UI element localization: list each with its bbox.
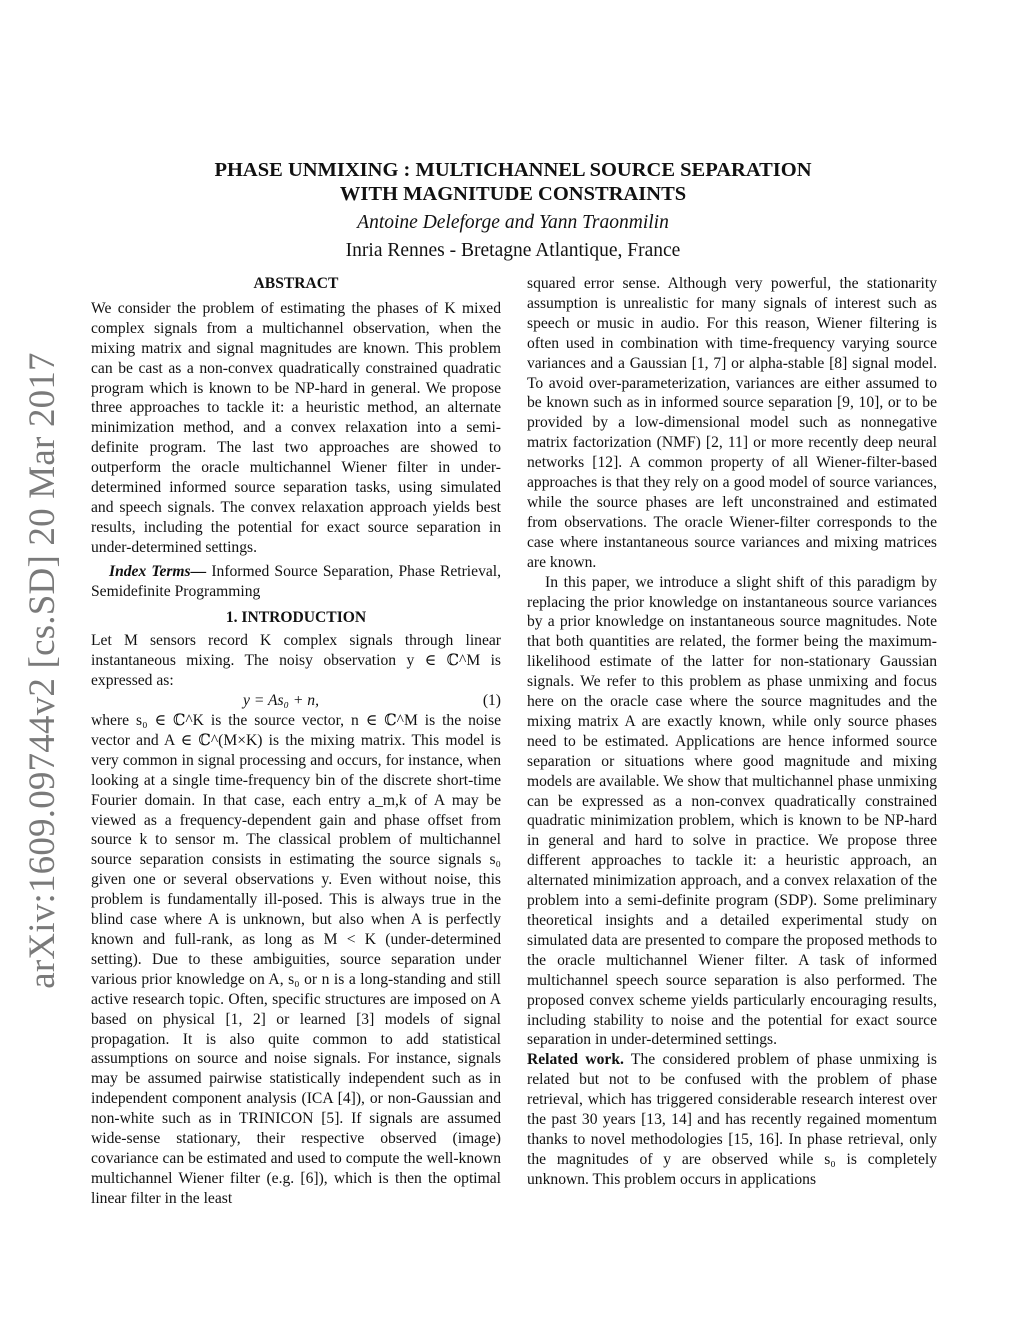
title-line-2: WITH MAGNITUDE CONSTRAINTS xyxy=(339,183,687,205)
arxiv-identifier xyxy=(22,350,62,990)
index-terms xyxy=(91,562,501,602)
right-column xyxy=(527,274,937,1190)
index-terms-label: Index Terms— xyxy=(109,562,207,580)
intro-paragraph-1: Let M sensors record K complex signals through linear instantaneous mixing. The noisy observation y ∈ ℂ^M is expressed as: xyxy=(91,632,501,690)
equation-1-body: y = As₀ + n, xyxy=(243,692,319,710)
abstract-text: We consider the problem of estimating the phases of K mixed complex signals from a multichannel observation, when the mixing matrix and signal magnitudes are known. This problem can be cast as a non-convex quadratically constrained quadratic program which is known to be NP-hard in general. We propose three approaches to tackle it: a heuristic method, an alternate minimization method, and a convex relaxation into a semi-definite program. The last two approaches are showed to outperform the oracle multichannel Wiener filter in under-determined informed source separation tasks, using simulated and speech signals. The convex relaxation approach yields best results, including the potential for exact source separation in under-determined settings. xyxy=(91,299,501,556)
index-terms-text: Informed Source Separation, Phase Retrieval, Semidefinite Programming xyxy=(91,562,502,600)
right-paragraph-2: In this paper, we introduce a slight shift of this paradigm by replacing the prior knowledge on instantaneous source variances by a prior knowledge on instantaneous source magnitudes. Note that both quantities are related, the former being the maximum-likelihood estimate of the latter for non-stationary Gaussian signals. We refer to this problem as phase unmixing and focus here on the oracle case where the source magnitudes and the mixing matrix A are exactly known, while only source phases need to be estimated. Applications are hence informed source separation or situations where good magnitude and mixing models are available. We show that multichannel phase unmixing can be expressed as a non-convex quadratically constrained quadratic minimization problem, which is known to be NP-hard in general and hard to solve in practice. We propose three different approaches to tackle it: a heuristic approach, an alternated minimization approach, and a convex relaxation of the problem into a semi-definite program (SDP). Some preliminary theoretical insights and a detailed experimental study on simulated data are presented to compare the proposed methods to the oracle multichannel Wiener filter. A task of informed multichannel speech source separation is also performed. The proposed convex scheme yields particularly encouraging results, including stability to noise and the potential for exact source separation in under-determined settings. xyxy=(527,573,937,1049)
intro-paragraph-2: where s₀ ∈ ℂ^K is the source vector, n ∈ ℂ^M is the noise vector and A ∈ ℂ^(M×K) is the mixing matrix. This model is very common in signal processing and occurs, for instance, when looking at a single time-frequency bin of the discrete short-time Fourier domain. In that case, each entry a_m,k of A may be viewed as a frequency-dependent gain and phase offset from source k to sensor m. The classical problem of multichannel source separation consists in estimating the source signals s₀ given one or several observations y. Even without noise, this problem is fundamentally ill-posed. This is always true in the blind case where A is unknown, but also when A is perfectly known and full-rank, as long as M < K (under-determined setting). Due to these ambiguities, source separation under various prior knowledge on A, s₀ or n is a long-standing and still active research topic. Often, specific structures are imposed on A based on physical [1, 2] or learned [3] models of signal propagation. It is also quite common to add statistical assumptions on source and noise signals. For instance, signals may be assumed pairwise statistically independent such as in independent component analysis (ICA [4]), or non-Gaussian and non-white such as in TRINICON [5]. If signals are assumed wide-sense stationary, their respective observed (image) covariance can be estimated and used to compute the well-known multichannel Wiener filter (e.g. [6]), which is then the optimal linear filter in the least xyxy=(91,712,501,1207)
paper-title xyxy=(200,158,826,206)
authors: Antoine Deleforge and Yann Traonmilin xyxy=(357,212,669,233)
related-work-paragraph xyxy=(527,1050,937,1189)
title-line-1: PHASE UNMIXING : MULTICHANNEL SOURCE SEPARATION xyxy=(214,159,812,181)
left-column xyxy=(91,274,501,1209)
introduction-heading: 1. INTRODUCTION xyxy=(225,608,367,626)
equation-1 xyxy=(91,691,501,711)
related-work-text: The considered problem of phase unmixing is related but not to be confused with the problem of phase retrieval, which has triggered considerable research interest over the past 30 years [13, 14] and has recently regained momentum thanks to novel methodologies [15, 16]. In phase retrieval, only the magnitudes of y are observed while s₀ is completely unknown. This problem occurs in applications xyxy=(527,1051,937,1188)
abstract-heading: ABSTRACT xyxy=(253,275,339,292)
arxiv-identifier-text: arXiv:1609.09744v2 [cs.SD] 20 Mar 2017 xyxy=(21,351,63,989)
equation-1-number: (1) xyxy=(482,692,501,710)
related-work-label: Related work. xyxy=(527,1051,624,1069)
right-paragraph-1: squared error sense. Although very powerful, the stationarity assumption is unrealistic for many signals of interest such as speech or music in audio. For this reason, Wiener filtering is often used in combination with time-frequency varying source variances and a Gaussian [1, 7] or alpha-stable [8] signal model. To avoid over-parameterization, variances are either assumed to be known such as in informed source separation [9, 10], or to be provided by a low-dimensional model such as nonnegative matrix factorization (NMF) [2, 11] or more recently deep neural networks [12]. A common property of all Wiener-filter-based approaches is that they rely on a good model of source variances, while the source phases are left unconstrained and estimated from observations. The oracle Wiener-filter corresponds to the case where instantaneous source variances and mixing matrices are known. xyxy=(527,275,937,571)
affiliation: Inria Rennes - Bretagne Atlantique, France xyxy=(345,240,681,261)
